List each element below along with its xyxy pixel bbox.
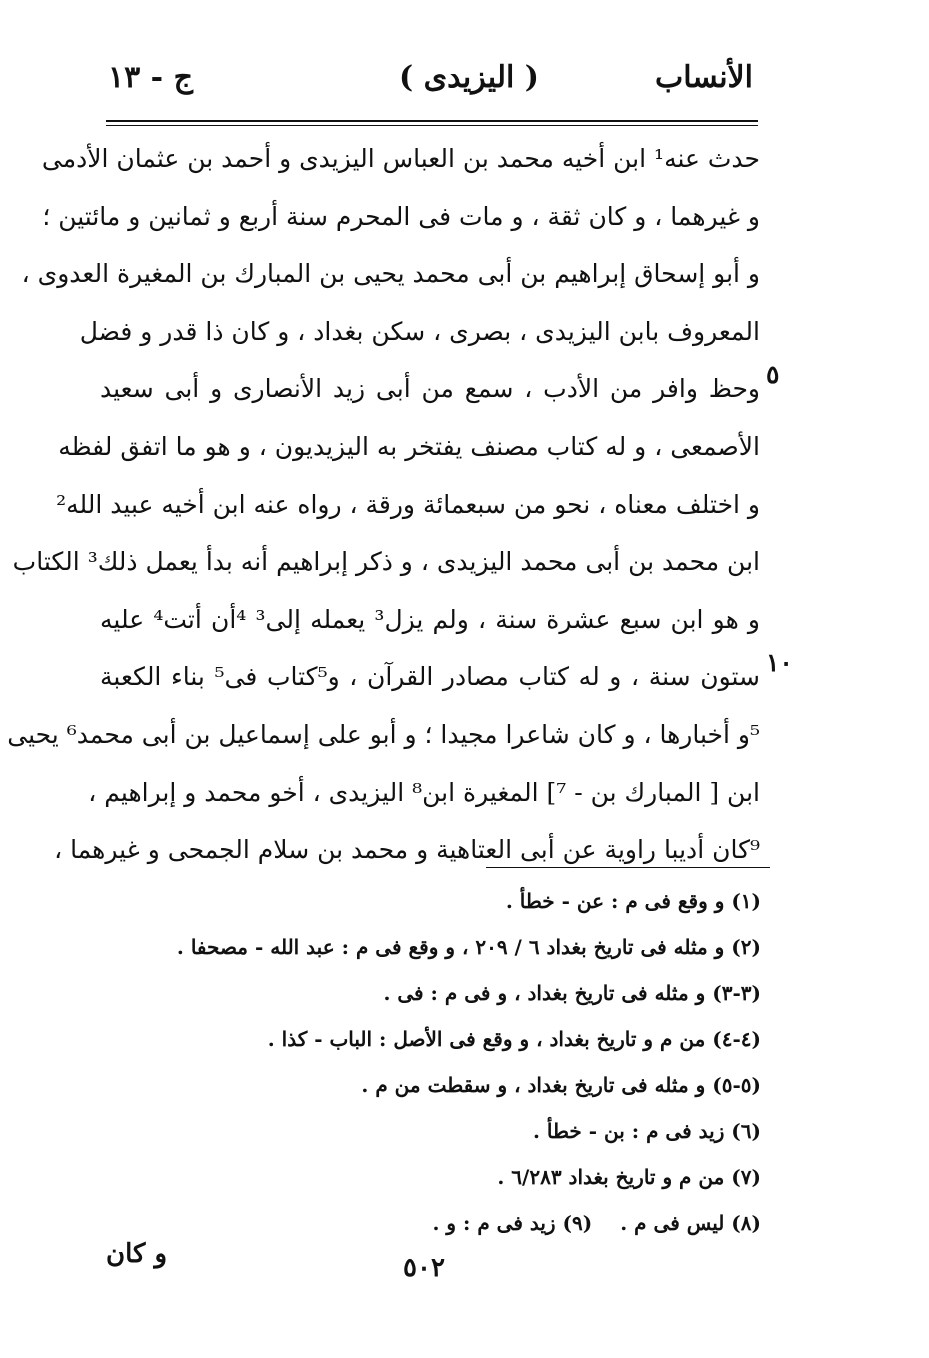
text-line: ستون سنة ، و له كتاب مصادر القرآن ، و⁵كتاب فى⁵ بناء الكعبة xyxy=(100,662,760,692)
running-title-right: الأنساب xyxy=(655,60,753,95)
header-rule xyxy=(106,120,758,122)
text-line: و اختلف معناه ، نحو من سبعمائة ورقة ، رواه عنه ابن أخيه عبيد الله² xyxy=(56,489,760,519)
footnote-9: (٩) زيد فى م : و . xyxy=(432,1211,593,1235)
text-line: حدث عنه¹ ابن أخيه محمد بن العباس اليزيدى و أحمد بن عثمان الأدمى xyxy=(41,144,760,173)
main-text xyxy=(7,130,760,879)
footnote-6: (٦) زيد فى م : بن - خطأ . xyxy=(532,1119,761,1143)
text-line: و أبو إسحاق إبراهيم بن أبى محمد يحيى بن المبارك بن المغيرة العدوى ، xyxy=(21,259,760,289)
catchword: و كان xyxy=(106,1239,168,1269)
footnote-3: (٣-٣) و مثله فى تاريخ بغداد ، و فى م : فى . xyxy=(383,981,761,1005)
text-line: ابن [ المبارك بن - ⁷] المغيرة ابن⁸ اليزيدى ، أخو محمد و إبراهيم ، xyxy=(88,777,760,807)
line-number-5: ٥ xyxy=(766,360,780,389)
footnote-1: (١) و وقع فى م : عن - خطأ . xyxy=(505,889,761,913)
footnote-rule xyxy=(486,867,770,868)
header-rule-thin xyxy=(106,125,758,126)
footnote-4: (٤-٤) من م و تاريخ بغداد ، و وقع فى الأصل : الباب - كذا . xyxy=(267,1027,761,1051)
page-number: ٥٠٢ xyxy=(403,1253,445,1283)
volume-page-label: ج - ١٣ xyxy=(108,60,193,95)
text-line: و هو ابن سبع عشرة سنة ، ولم يزل³ يعمله إلى³ ⁴أن أتت⁴ عليه xyxy=(100,604,760,634)
footnote-pair xyxy=(121,1200,761,1246)
text-line: و غيرهما ، و كان ثقة ، و مات فى المحرم سنة أربع و ثمانين و مائتين ؛ xyxy=(42,201,760,231)
footnotes xyxy=(121,878,761,1246)
footnote-5: (٥-٥) و مثله فى تاريخ بغداد ، و سقطت من م . xyxy=(361,1073,761,1097)
text-line: ⁵و أخبارها ، و كان شاعرا مجيدا ؛ و أبو على إسماعيل بن أبى محمد⁶ يحيى xyxy=(7,719,760,749)
line-number-10: ١٠ xyxy=(766,648,793,677)
text-line: وحظ وافر من الأدب ، سمع من أبى زيد الأنصارى و أبى سعيد xyxy=(100,374,760,404)
text-line: ⁹كان أديبا راوية عن أبى العتاهية و محمد بن سلام الجمحى و غيرهما ، xyxy=(54,835,760,865)
footnote-2: (٢) و مثله فى تاريخ بغداد ٦ / ٢٠٩ ، و وقع فى م : عبد الله - مصحفا . xyxy=(176,935,761,959)
text-line: الأصمعى ، و له كتاب مصنف يفتخر به اليزيديون ، و هو ما اتفق لفظه xyxy=(58,431,760,461)
footnote-7: (٧) من م و تاريخ بغداد ٦/٢٨٣ . xyxy=(497,1165,761,1189)
running-title-center: ( اليزيدى ) xyxy=(399,60,539,95)
text-line: ابن محمد بن أبى محمد اليزيدى ، و ذكر إبراهيم أنه بدأ يعمل ذلك³ الكتاب xyxy=(12,547,760,577)
text-line: المعروف بابن اليزيدى ، بصرى ، سكن بغداد ، و كان ذا قدر و فضل xyxy=(79,316,760,346)
footnote-8: (٨) ليس فى م . xyxy=(620,1211,761,1235)
